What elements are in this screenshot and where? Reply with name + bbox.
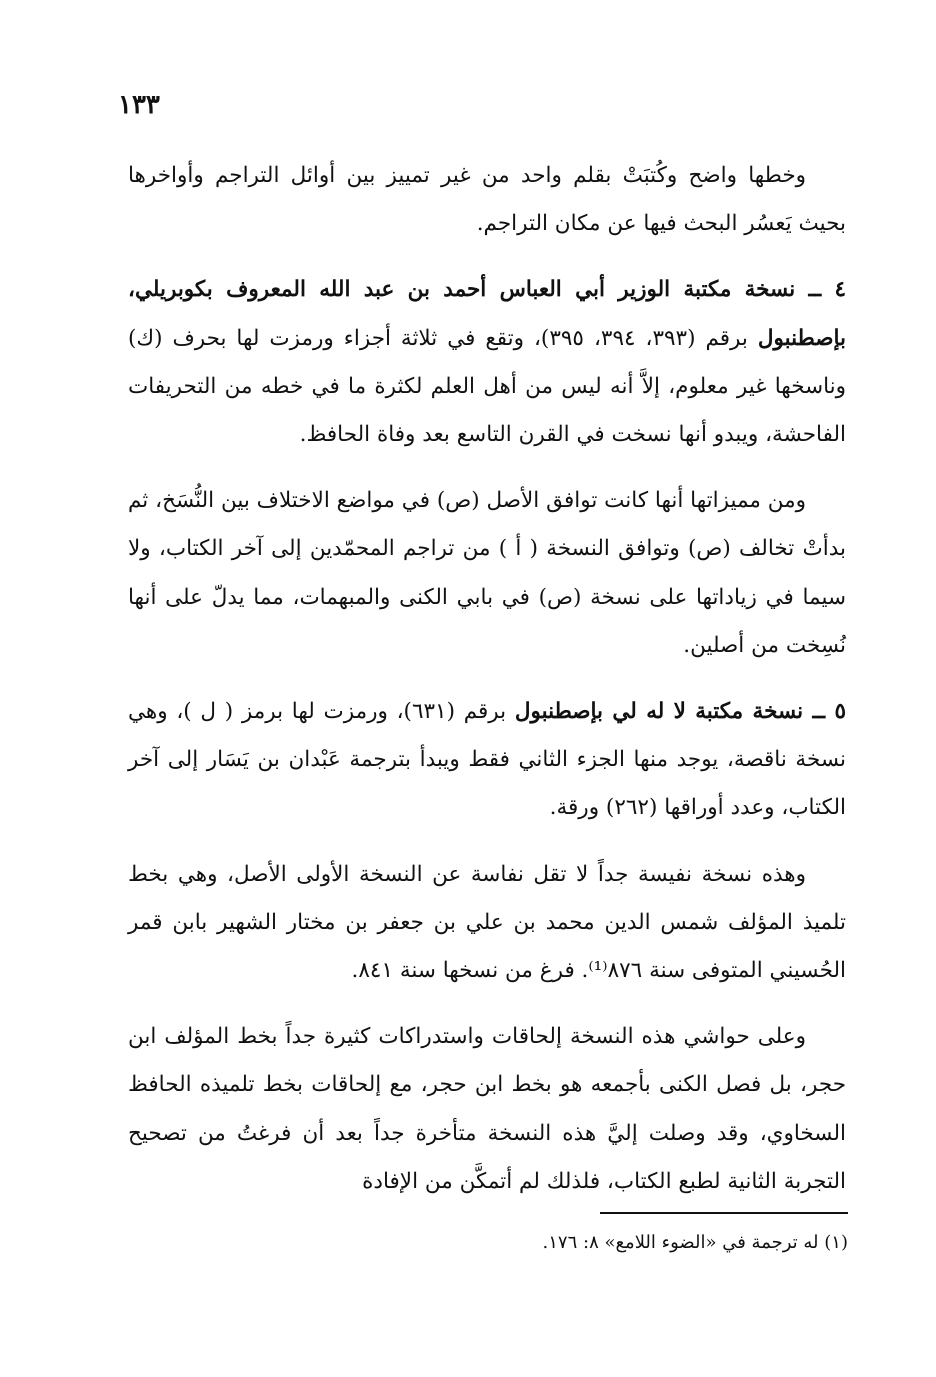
paragraph-2-heading: ٤ ــ نسخة مكتبة الوزير أبي العباس أحمد بن عبد الله المعروف بكوبريلي، بإصطنبول	[128, 277, 846, 351]
paragraph-4-heading: ٥ ــ نسخة مكتبة لا له لي بإصطنبول	[514, 699, 847, 725]
paragraph-6-text: وعلى حواشي هذه النسخة إلحاقات واستدراكات كثيرة جداً بخط المؤلف ابن حجر، بل فصل الكنى بأجمعه هو بخط ابن حجر، مع إلحاقات بخط تلميذه الحافظ السخاوي، وقد وصلت إليَّ هذه النسخة متأخرة جداً بعد أن فرغتُ من تصحيح التجربة الثانية لطبع الكتاب، فلذلك لم أتمكَّن من الإفادة	[128, 1024, 846, 1194]
page-number: ١٣٣	[118, 90, 160, 120]
paragraph-1	[128, 152, 846, 248]
paragraph-5-text: وهذه نسخة نفيسة جداً لا تقل نفاسة عن النسخة الأولى الأصل، وهي بخط تلميذ المؤلف شمس الدين محمد بن علي بن جعفر بن مختار الشهير بابن قمر الحُسيني المتوفى سنة ٨٧٦⁽¹⁾. فرغ من نسخها سنة ٨٤١.	[128, 861, 846, 984]
paragraph-5	[128, 851, 846, 996]
paragraph-3-text: ومن مميزاتها أنها كانت توافق الأصل (ص) في مواضع الاختلاف بين النُّسَخ، ثم بدأتْ تخالف (ص) وتوافق النسخة ( أ ) من تراجم المحمّدين إلى آخر الكتاب، ولا سيما في زياداتها على نسخة (ص) في بابي الكنى والمبهمات، مما يدلّ على أنها نُسِخت من أصلين.	[128, 488, 846, 658]
paragraph-2-text: برقم (٣٩٣، ٣٩٤، ٣٩٥)، وتقع في ثلاثة أجزاء ورمزت لها بحرف (ك) وناسخها غير معلوم، إلاَّ أنه ليس من أهل العلم لكثرة ما في خطه من التحريفات الفاحشة، ويبدو أنها نسخت في القرن التاسع بعد وفاة الحافظ.	[128, 325, 846, 448]
footnote-divider	[600, 1212, 848, 1214]
paragraph-4-text: برقم (٦٣١)، ورمزت لها برمز ( ل )، وهي نسخة ناقصة، يوجد منها الجزء الثاني فقط ويبدأ بترجمة عَبْدان بن يَسَار إلى آخر الكتاب، وعدد أوراقها (٢٦٢) ورقة.	[128, 699, 846, 821]
main-text	[128, 152, 846, 1224]
footnote: (١) له ترجمة في «الضوء اللامع» ٨: ١٧٦.	[542, 1232, 848, 1253]
paragraph-6	[128, 1013, 846, 1206]
paragraph-3	[128, 477, 846, 670]
paragraph-4-item-5	[128, 688, 846, 833]
paragraph-1-text: وخطها واضح وكُتبَتْ بقلم واحد من غير تمييز بين أوائل التراجم وأواخرها بحيث يَعسُر البحث فيها عن مكان التراجم.	[128, 163, 846, 237]
paragraph-2-item-4	[128, 266, 846, 459]
